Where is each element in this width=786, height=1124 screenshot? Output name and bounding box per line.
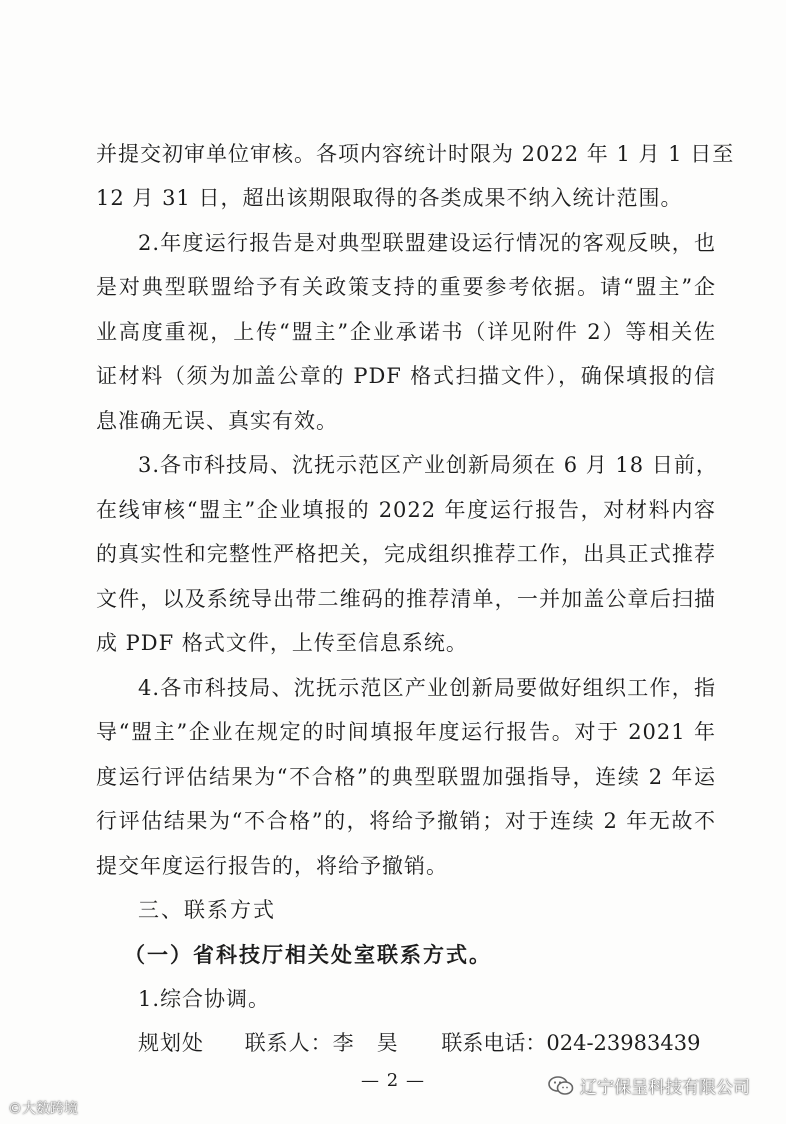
paragraph-line: 4.各市科技局、沈抚示范区产业创新局要做好组织工作，指 — [138, 676, 716, 700]
item-heading: 1.综合协调。 — [138, 987, 271, 1011]
paragraph-line: 业高度重视，上传“盟主”企业承诺书（详见附件 2）等相关佐 — [96, 320, 716, 344]
watermark-left — [8, 1098, 78, 1118]
paragraph-line: 息准确无误、真实有效。 — [96, 409, 338, 433]
paragraph-line: 3.各市科技局、沈抚示范区产业创新局须在 6 月 18 日前， — [138, 453, 718, 477]
paragraph-line: 并提交初审单位审核。各项内容统计时限为 2022 年 1 月 1 日至 — [96, 142, 735, 166]
contact-dept: 规划处 — [138, 1031, 204, 1055]
paragraph-line: 导“盟主”企业在规定的时间填报年度运行报告。对于 2021 年 — [96, 720, 716, 744]
paragraph-line: 成 PDF 格式文件，上传至信息系统。 — [96, 631, 468, 655]
paragraph-line: 的真实性和完整性严格把关，完成组织推荐工作，出具正式推荐 — [96, 542, 716, 566]
contact-phone: 联系电话：024-23983439 — [441, 1031, 701, 1055]
contact-line — [138, 1021, 700, 1065]
paragraph-line: 12 月 31 日，超出该期限取得的各类成果不纳入统计范围。 — [96, 186, 683, 210]
watermark-right — [548, 1073, 750, 1098]
paragraph-line: 2.年度运行报告是对典型联盟建设运行情况的客观反映，也 — [138, 231, 716, 255]
paragraph-line: 在线审核“盟主”企业填报的 2022 年度运行报告，对材料内容 — [96, 498, 716, 522]
paragraph-line: 证材料（须为加盖公章的 PDF 格式扫描文件），确保填报的信 — [96, 364, 716, 388]
paragraph-line: 是对典型联盟给予有关政策支持的重要参考依据。请“盟主”企 — [96, 275, 716, 299]
watermark-left-text: ©大数跨境 — [8, 1101, 78, 1117]
page-number: — 2 — — [361, 1070, 425, 1091]
contact-person: 联系人：李 昊 — [244, 1031, 399, 1055]
section-heading: 三、联系方式 — [138, 898, 276, 922]
paragraph-line: 度运行评估结果为“不合格”的典型联盟加强指导，连续 2 年运 — [96, 765, 716, 789]
watermark-right-text: 辽宁保呈科技有限公司 — [580, 1078, 750, 1098]
wechat-icon — [548, 1076, 574, 1096]
paragraph-line: 文件，以及系统导出带二维码的推荐清单，一并加盖公章后扫描 — [96, 587, 716, 611]
paragraph-line: 行评估结果为“不合格”的，将给予撤销；对于连续 2 年无故不 — [96, 809, 716, 833]
paragraph-line: 提交年度运行报告的，将给予撤销。 — [96, 854, 448, 878]
subsection-heading: （一）省科技厅相关处室联系方式。 — [124, 942, 492, 967]
